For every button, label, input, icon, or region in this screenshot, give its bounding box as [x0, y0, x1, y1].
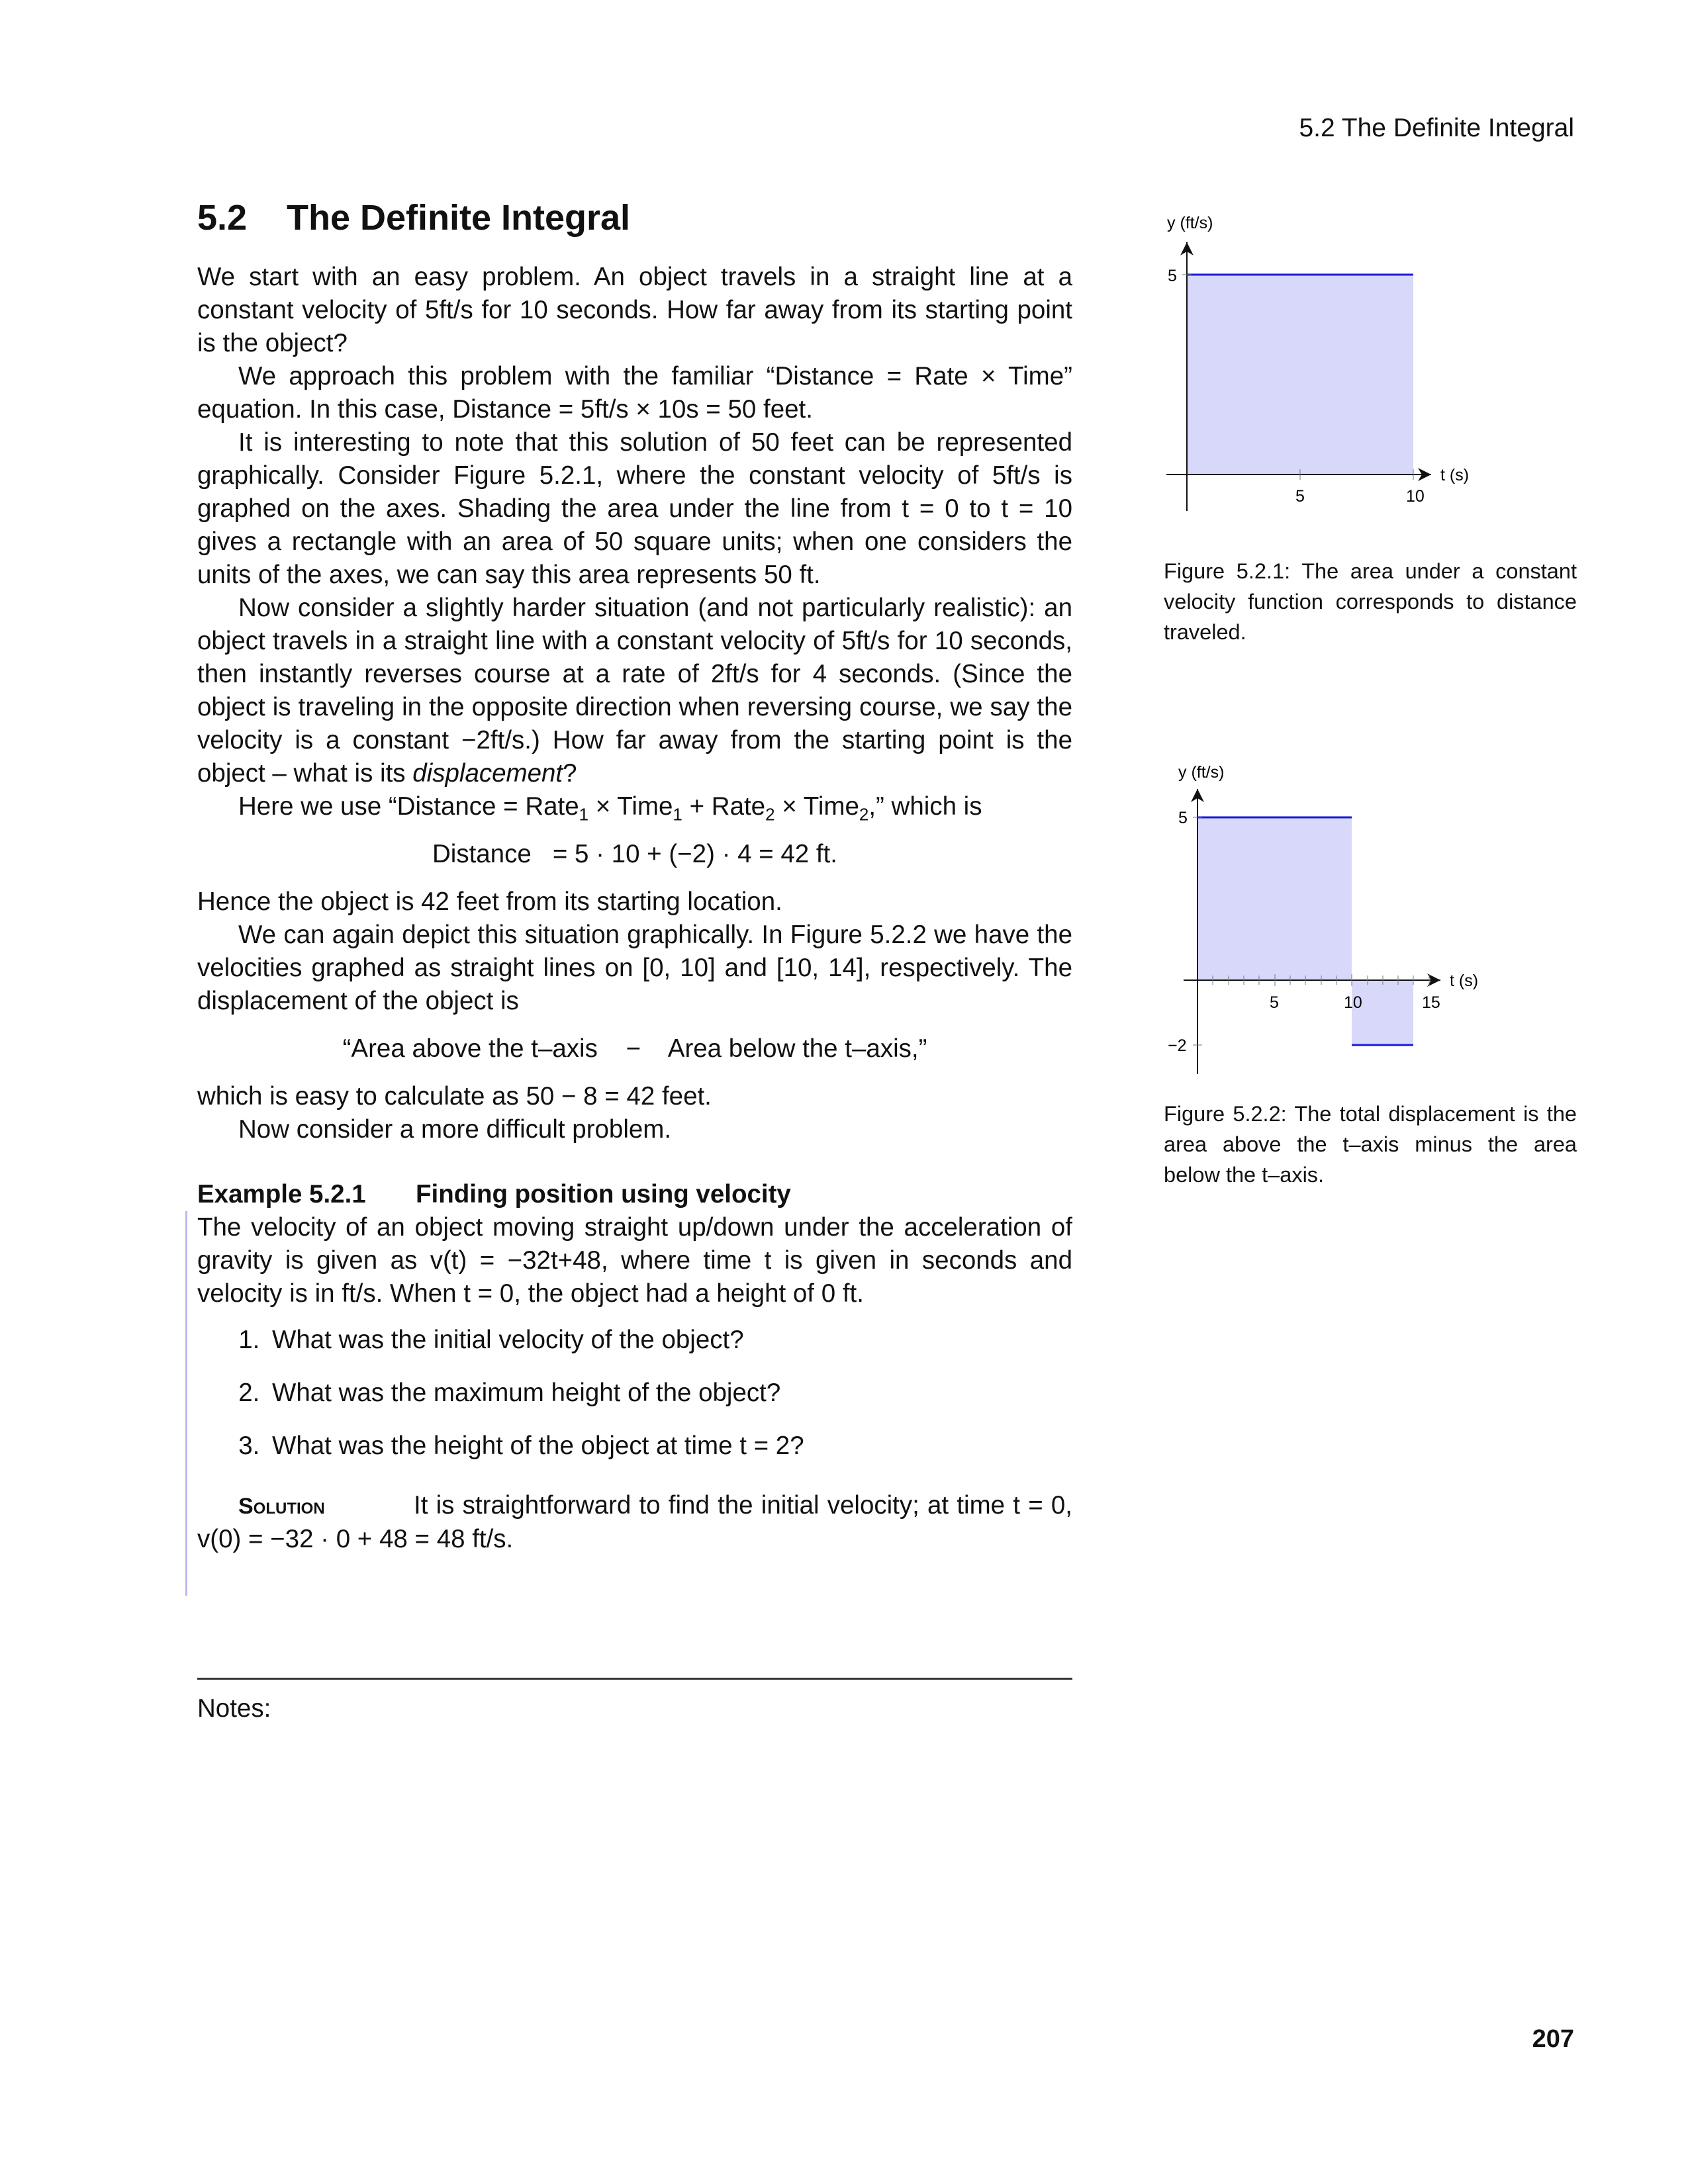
paragraph-2: We approach this problem with the familiar “Distance = Rate × Time” equation. In this case, Distance = 5ft/s × 10s = 50 feet.	[197, 362, 1072, 424]
p5-a: Here we use “Distance = Rate	[238, 792, 579, 821]
x-tick-label: 5	[1295, 487, 1305, 506]
solution-paragraph	[197, 1489, 1072, 1596]
area-below-fill	[1352, 980, 1413, 1045]
solution-text: It is straightforward to find the initial velocity; at time t = 0, v(0) = −32 · 0 + 48 = 48 ft/s.	[197, 1491, 1072, 1553]
p5-sub: 1	[579, 804, 589, 825]
question-item: 2. What was the maximum height of the object?	[267, 1377, 1072, 1410]
paragraph-6: Hence the object is 42 feet from its starting location.	[197, 887, 782, 916]
p5-b: × Time	[588, 792, 673, 821]
y-tick-label: 5	[1178, 809, 1188, 827]
p4-text: Now consider a slightly harder situation (and not particularly realistic): an object travels in a straight line with a constant velocity of 5ft/s for 10 seconds, then instantly reverses course at a rate of 2ft/s for 4 seconds. (Since the object is traveling in the opposite direction when reversing course, we say the velocity is a constant −2ft/s.) How far away from the starting point is the object – what is its	[197, 594, 1072, 788]
area-fill	[1187, 275, 1413, 475]
paragraph-4	[197, 592, 1072, 790]
y-axis-label: y (ft/s)	[1167, 214, 1213, 232]
section-number: 5.2	[197, 198, 248, 238]
question-item: 1. What was the initial velocity of the object?	[267, 1324, 1072, 1357]
example-box	[185, 1211, 1072, 1596]
paragraph-3: It is interesting to note that this solution of 50 feet can be represented graphically. Consider Figure 5.2.1, where the constant velocity of 5ft/s is graphed on the axes. Shading the area under the line from t = 0 to t = 10 gives a rectangle with an area of 50 square units; when one considers the units of the axes, we can say this area represents 50 ft.	[197, 428, 1072, 589]
p5-sub: 2	[765, 804, 775, 825]
p5-d: × Time	[774, 792, 859, 821]
notes-label: Notes:	[197, 1694, 271, 1723]
paragraph-1: We start with an easy problem. An object travels in a straight line at a constant velocity of 5ft/s for 10 seconds. How far away from its starting point is the object?	[197, 263, 1072, 357]
paragraph-8: which is easy to calculate as 50 − 8 = 42 feet.	[197, 1082, 712, 1111]
equation-area: “Area above the t–axis − Area below the t–axis,”	[342, 1034, 927, 1063]
p4-end: ?	[563, 759, 577, 788]
p4-emphasis: displacement	[412, 759, 563, 788]
figure-5-2-1-chart	[1125, 185, 1589, 556]
y-tick-label: −2	[1168, 1036, 1187, 1055]
figure-5-2-2-chart	[1125, 735, 1602, 1085]
example-label: Example 5.2.1	[197, 1180, 366, 1208]
main-column	[197, 185, 1072, 1596]
x-tick-label: 10	[1344, 993, 1362, 1012]
y-axis-label: y (ft/s)	[1178, 763, 1225, 782]
figure-5-2-1-caption: Figure 5.2.1: The area under a constant velocity function corresponds to distance traveled.	[1164, 559, 1577, 644]
running-head: 5.2 The Definite Integral	[1299, 114, 1574, 142]
example-body: The velocity of an object moving straight up/down under the acceleration of gravity is given as v(t) = −32t+48, where time t is given in seconds and velocity is in ft/s. When t = 0, the object had a height of 0 ft.	[197, 1213, 1072, 1308]
solution-label: Solution	[238, 1494, 325, 1519]
paragraph-7: We can again depict this situation graphically. In Figure 5.2.2 we have the velocities graphed as straight lines on [0, 10] and [10, 14], respectively. The displacement of the object is	[197, 921, 1072, 1015]
figure-5-2-2-caption: Figure 5.2.2: The total displacement is the area above the t–axis minus the area below the t–axis.	[1164, 1102, 1577, 1187]
p5-e: ,” which is	[868, 792, 982, 821]
question-list	[197, 1324, 1072, 1463]
example-title: Finding position using velocity	[416, 1180, 791, 1208]
paragraph-5	[197, 790, 1072, 823]
notes-divider	[197, 1678, 1072, 1680]
x-axis-label: t (s)	[1450, 972, 1479, 990]
x-axis-label: t (s)	[1440, 466, 1470, 484]
area-above-fill	[1197, 817, 1352, 980]
x-tick-label: 10	[1406, 487, 1425, 506]
p5-sub: 1	[673, 804, 682, 825]
section-heading	[197, 195, 1072, 241]
section-title: The Definite Integral	[287, 198, 631, 238]
page-number: 207	[1532, 2025, 1574, 2053]
p5-c: + Rate	[682, 792, 766, 821]
question-item: 3. What was the height of the object at time t = 2?	[267, 1430, 1072, 1463]
example-heading	[197, 1178, 1072, 1211]
paragraph-9: Now consider a more difficult problem.	[238, 1115, 672, 1144]
x-tick-label: 5	[1270, 993, 1279, 1012]
equation-distance: Distance = 5 · 10 + (−2) · 4 = 42 ft.	[432, 840, 838, 868]
p5-sub: 2	[859, 804, 869, 825]
y-tick-label: 5	[1168, 267, 1177, 285]
x-tick-label: 15	[1422, 993, 1440, 1012]
